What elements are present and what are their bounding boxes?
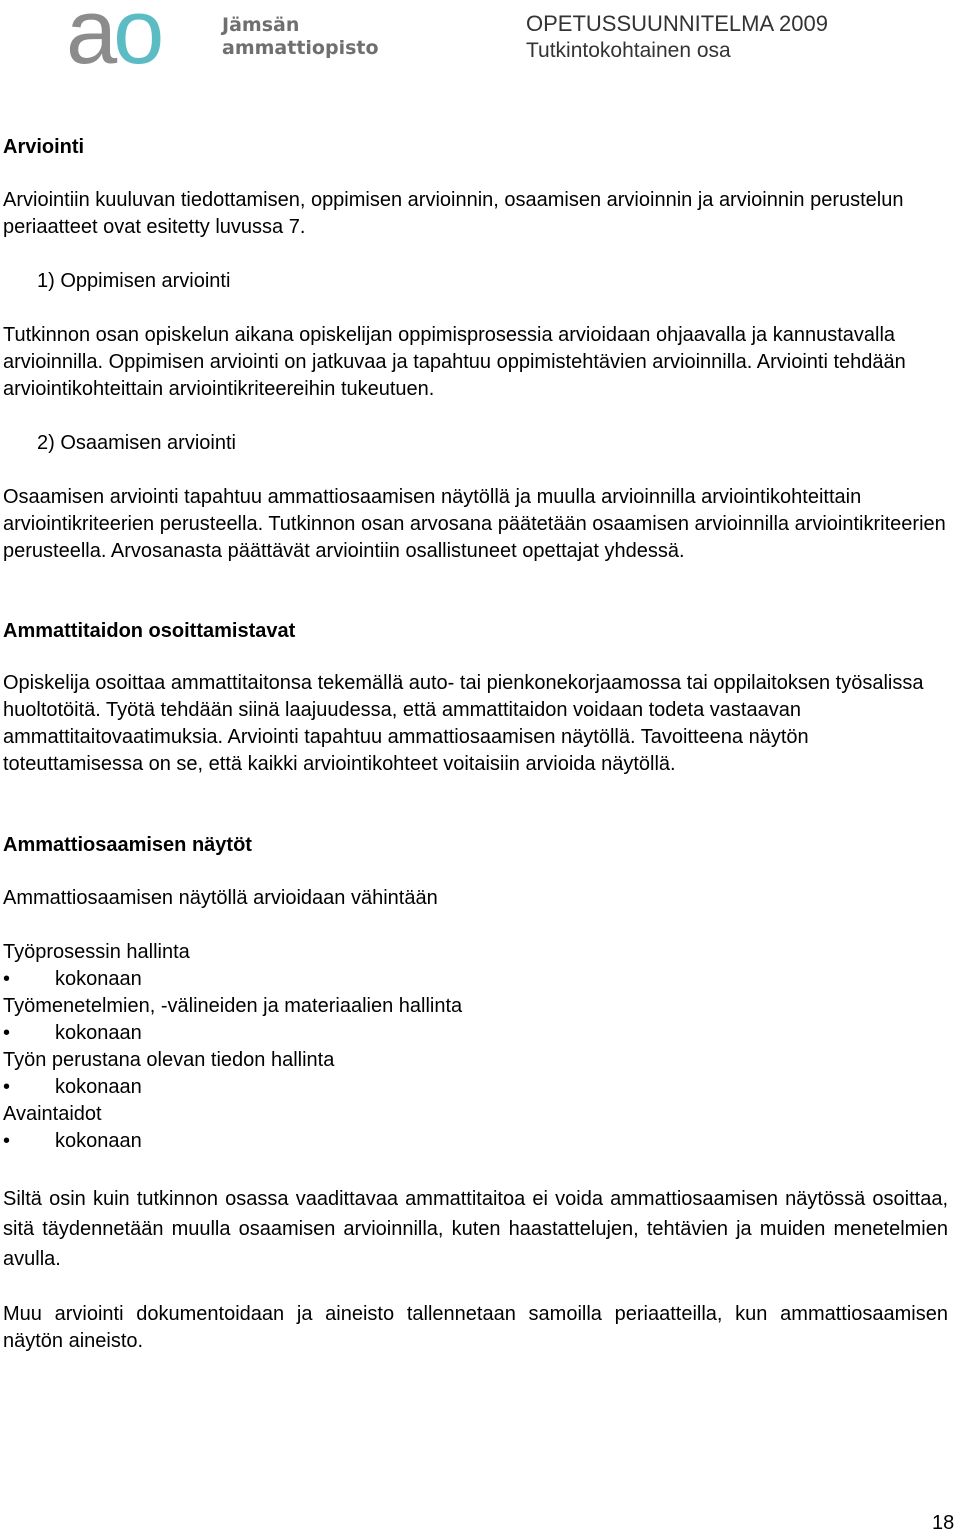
document-title: OPETUSSUUNNITELMA 2009 — [526, 11, 828, 36]
document-subtitle: Tutkintokohtainen osa — [526, 39, 731, 62]
paragraph-osaamisen-arviointi: Osaamisen arviointi tapahtuu ammattiosaamisen näytöllä ja muulla arvioinnilla arviointikohteittain arviointikriteerien perusteella. Tutkinnon osan arvosana päätetään osaamisen arvioinnilla arviointikriteerien perusteella. Arvosanasta päättävät arviointiin osallistuneet opettajat yhdessä. — [3, 486, 946, 562]
section-heading-arviointi: Arviointi — [3, 136, 85, 158]
page-header — [0, 0, 960, 95]
paragraph-closing-2: Muu arviointi dokumentoidaan ja aineisto tallennetaan samoilla periaatteilla, kun ammattiosaamisen näytön aineisto. — [3, 1303, 948, 1352]
bullet-icon: • — [3, 1130, 11, 1152]
section-heading-naytot: Ammattiosaamisen näytöt — [3, 834, 252, 856]
section-heading-osoittamistavat: Ammattitaidon osoittamistavat — [3, 620, 296, 642]
paragraph-naytot-intro: Ammattiosaamisen näytöllä arvioidaan vähintään — [3, 887, 438, 909]
logo-wordmark: Jämsän ammattiopisto — [222, 14, 379, 59]
list-item: • kokonaan — [3, 966, 948, 993]
page-number: 18 — [932, 1512, 955, 1534]
paragraph-closing-1: Siltä osin kuin tutkinnon osassa vaadittavaa ammattitaitoa ei voida ammattiosaamisen näytössä osoittaa, sitä täydennetään muulla osaamisen arvioinnilla, kuten haastattelujen, tehtävien ja muiden menetelmien avulla. — [3, 1188, 948, 1270]
criteria-label: Työn perustana olevan tiedon hallinta — [3, 1049, 335, 1071]
numbered-heading-oppimisen-arviointi: 1) Oppimisen arviointi — [37, 270, 231, 292]
numbered-heading-osaamisen-arviointi: 2) Osaamisen arviointi — [37, 432, 236, 454]
criteria-label: Avaintaidot — [3, 1103, 102, 1125]
logo-mark: ao — [66, 0, 161, 83]
list-item: • kokonaan — [3, 1020, 948, 1047]
criteria-label: Työmenetelmien, -välineiden ja materiaalien hallinta — [3, 995, 463, 1017]
criteria-list — [3, 939, 948, 1155]
list-item: • kokonaan — [3, 1074, 948, 1101]
criteria-label: Työprosessin hallinta — [3, 941, 190, 963]
paragraph-arviointi-intro: Arviointiin kuuluvan tiedottamisen, oppimisen arvioinnin, osaamisen arvioinnin ja arvioinnin perustelun periaatteet ovat esitetty luvussa 7. — [3, 189, 904, 238]
page-content — [3, 134, 948, 1355]
bullet-icon: • — [3, 1022, 11, 1044]
jamsan-ammattiopisto-logo — [66, 0, 379, 83]
bullet-icon: • — [3, 1076, 11, 1098]
list-item: • kokonaan — [3, 1128, 948, 1155]
paragraph-oppimisen-arviointi: Tutkinnon osan opiskelun aikana opiskelijan oppimisprosessia arvioidaan ohjaavalla ja kannustavalla arvioinnilla. Oppimisen arviointi on jatkuvaa ja tapahtuu oppimistehtävien arvioinnilla. Arviointi tehdään arviointikohteittain arviointikriteereihin tukeutuen. — [3, 324, 906, 400]
paragraph-osoittamistavat: Opiskelija osoittaa ammattitaitonsa tekemällä auto- tai pienkonekorjaamossa tai oppilaitoksen työsalissa huoltotöitä. Työtä tehdään siinä laajuudessa, että ammattitaidon voidaan todeta vastaavan ammattitaitovaatimuksia. Arviointi tapahtuu ammattiosaamisen näytöllä. Tavoitteena näytön toteuttamisessa on se, että kaikki arviointikohteet voitaisiin arvioida näytöllä. — [3, 672, 924, 775]
bullet-icon: • — [3, 968, 11, 990]
